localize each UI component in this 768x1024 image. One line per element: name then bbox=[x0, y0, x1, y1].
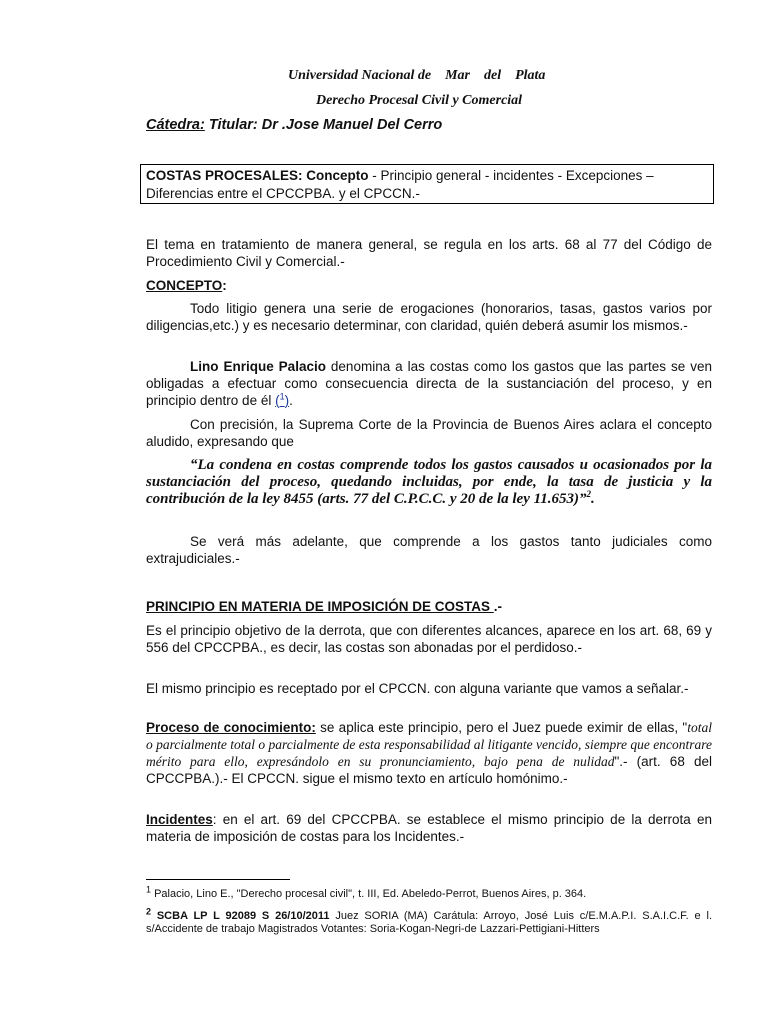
principio-paragraph-2: El mismo principio es receptado por el CPCCN. con alguna variante que vamos a señalar.- bbox=[146, 681, 689, 696]
author-name: Lino Enrique Palacio bbox=[190, 359, 326, 374]
catedra-line bbox=[146, 117, 442, 133]
subject-title: Derecho Procesal Civil y Comercial bbox=[316, 93, 523, 108]
principio-paragraph-1: Es el principio objetivo de la derrota, que con diferentes alcances, aparece en los art. 68, 69 y 556 del CPCCPBA., es decir, las costas son abonadas por el perdidoso.- bbox=[146, 623, 712, 655]
principio-heading: PRINCIPIO EN MATERIA DE IMPOSICIÓN DE COSTAS .- bbox=[146, 599, 503, 614]
proceso-conocimiento-label: Proceso de conocimiento: bbox=[146, 720, 316, 735]
intro-paragraph: El tema en tratamiento de manera general, se regula en los arts. 68 al 77 del Código de Procedimiento Civil y Comercial.- bbox=[146, 237, 712, 269]
concepto-paragraph-2: Lino Enrique Palacio denomina a las costas como los gastos que las partes se ven obligadas a efectuar como consecuencia directa de la sustanciación del proceso, y en principio dentro de él ($^1$). bbox=[146, 359, 712, 408]
concepto-paragraph-3: Con precisión, la Suprema Corte de la Provincia de Buenos Aires aclara el concepto aludido, expresando que bbox=[146, 417, 712, 449]
concepto-heading: CONCEPTO: bbox=[146, 278, 227, 293]
footnote-separator bbox=[146, 879, 290, 880]
catedra-label: Cátedra: bbox=[146, 117, 205, 133]
footnote-2: $^2$ SCBA LP L 92089 S 26/10/2011 Juez SORIA (MA) Carátula: Arroyo, José Luis c/E.M.A.P.I. S.A.I.C.F. e l. s/Accidente de trabajo Magistrados Votantes: Soria-Kogan-Negri-de Lazzari-Pettigiani-Hitters bbox=[146, 906, 712, 935]
topic-subtitle: - Principio general - incidentes - Excepciones – Diferencias entre el CPCCPBA. y el CPCCN.- bbox=[146, 168, 654, 201]
concepto-paragraph-4: Se verá más adelante, que comprende a los gastos tanto judiciales como extrajudiciales.- bbox=[146, 534, 712, 566]
footnote-2-ref: 2 bbox=[586, 489, 592, 499]
incidentes-paragraph: Incidentes: en el art. 69 del CPCCPBA. se establece el mismo principio de la derrota en materia de imposición de costas para los Incidentes.- bbox=[146, 812, 712, 844]
scba-quote: “La condena en costas comprende todos los gastos causados u ocasionados por la sustanciación del proceso, quedando incluidas, por ende, la tasa de justicia y la contribución de la ley 8455 (arts. 77 del C.P.C.C. y 20 de la ley 11.653)”$^2$. bbox=[146, 457, 712, 507]
footnote-1: $^1$ Palacio, Lino E., "Derecho procesal civil", t. III, Ed. Abeledo-Perrot, Buenos Aires, p. 364. bbox=[146, 884, 587, 900]
footnote-1-link[interactable]: ($^1$) bbox=[275, 391, 290, 408]
university-title: Universidad Nacional de Mar del Plata bbox=[288, 68, 546, 83]
titular-name: Titular: Dr .Jose Manuel Del Cerro bbox=[204, 117, 443, 133]
topic-title: COSTAS PROCESALES: Concepto bbox=[146, 168, 369, 183]
incidentes-label: Incidentes bbox=[146, 812, 213, 827]
concepto-paragraph-1: Todo litigio genera una serie de erogaciones (honorarios, tasas, gastos varios por diligencias,etc.) y es necesario determinar, con claridad, quién deberá asumir los mismos.- bbox=[146, 301, 712, 333]
proceso-conocimiento-paragraph: Proceso de conocimiento: se aplica este principio, pero el Juez puede eximir de ellas, "total o parcialmente total o parcialmente de esta responsabilidad al litigante vencido, siempre que encontrare mérito para ello, expresándolo en su pronunciamiento, bajo pena de nulidad".- (art. 68 del CPCCPBA.).- El CPCCN. sigue el mismo texto en artículo homónimo.- bbox=[146, 720, 712, 786]
article-68-quote: total o parcialmente total o parcialmente de esta responsabilidad al litigante vencido, siempre que encontrare mérito para ello, expresándolo en su pronunciamiento, bajo pena de nulidad bbox=[146, 720, 712, 769]
topic-box bbox=[140, 164, 714, 204]
